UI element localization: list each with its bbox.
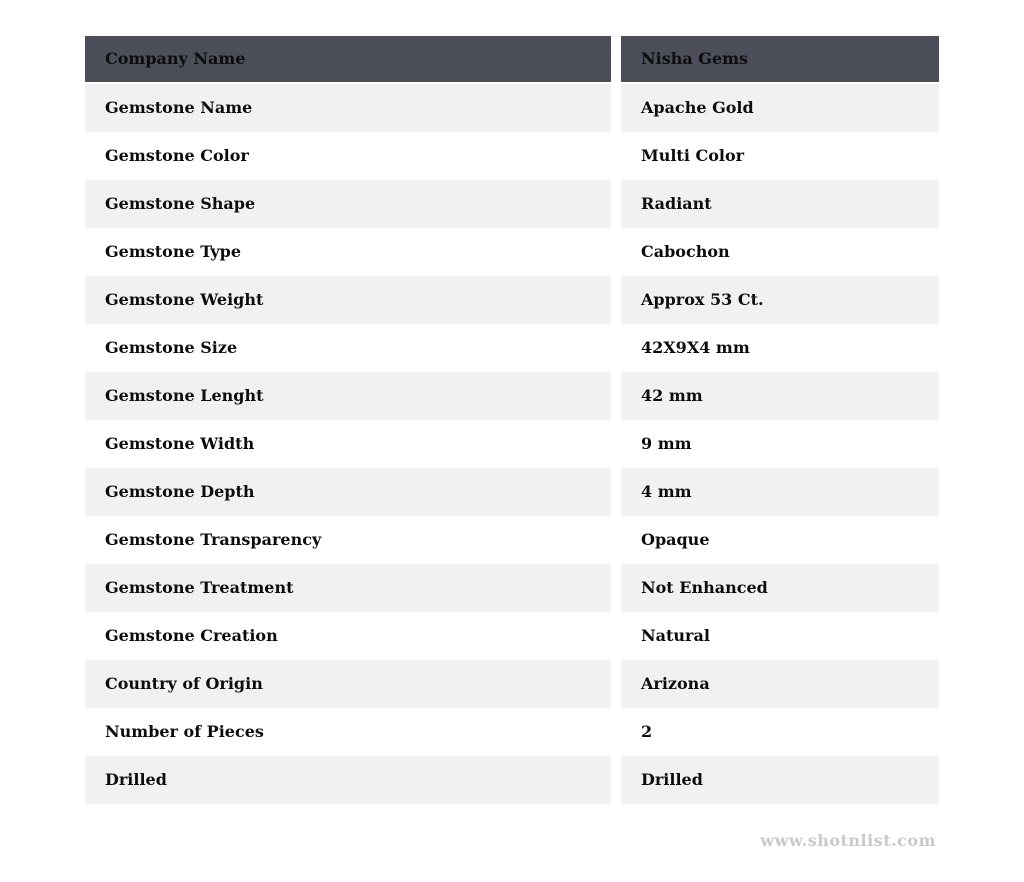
row-value-cell: Radiant	[621, 180, 939, 228]
row-label-cell: Gemstone Transparency	[85, 516, 611, 564]
table-row	[85, 84, 939, 132]
table-row	[85, 708, 939, 756]
row-label-cell: Drilled	[85, 756, 611, 804]
row-value-cell: 42 mm	[621, 372, 939, 420]
row-value-cell: Apache Gold	[621, 84, 939, 132]
row-value-cell: Multi Color	[621, 132, 939, 180]
table-row	[85, 660, 939, 708]
row-value-cell: Natural	[621, 612, 939, 660]
table-row	[85, 324, 939, 372]
row-label-cell: Gemstone Depth	[85, 468, 611, 516]
watermark-url: www.shotnlist.com	[760, 831, 936, 850]
row-label-cell: Gemstone Width	[85, 420, 611, 468]
row-value-cell: 9 mm	[621, 420, 939, 468]
table-row	[85, 564, 939, 612]
row-value-cell: 4 mm	[621, 468, 939, 516]
table-row	[85, 372, 939, 420]
table-row	[85, 228, 939, 276]
row-value-cell: Opaque	[621, 516, 939, 564]
row-value-cell: 2	[621, 708, 939, 756]
row-label-cell: Gemstone Weight	[85, 276, 611, 324]
table-row	[85, 420, 939, 468]
table-row	[85, 468, 939, 516]
row-label-cell: Gemstone Type	[85, 228, 611, 276]
row-value-cell: Cabochon	[621, 228, 939, 276]
row-label-cell: Gemstone Name	[85, 84, 611, 132]
row-value-cell: Not Enhanced	[621, 564, 939, 612]
row-label-cell: Gemstone Creation	[85, 612, 611, 660]
row-value-cell: Drilled	[621, 756, 939, 804]
header-label-cell: Company Name	[85, 36, 611, 82]
table-header-row	[85, 36, 939, 82]
table-row	[85, 180, 939, 228]
gemstone-spec-table	[85, 36, 939, 804]
table-row	[85, 516, 939, 564]
row-label-cell: Gemstone Color	[85, 132, 611, 180]
row-label-cell: Gemstone Shape	[85, 180, 611, 228]
row-value-cell: Approx 53 Ct.	[621, 276, 939, 324]
row-label-cell: Gemstone Size	[85, 324, 611, 372]
header-value-cell: Nisha Gems	[621, 36, 939, 82]
table-row	[85, 756, 939, 804]
row-label-cell: Number of Pieces	[85, 708, 611, 756]
table-row	[85, 132, 939, 180]
table-row	[85, 276, 939, 324]
row-label-cell: Country of Origin	[85, 660, 611, 708]
row-label-cell: Gemstone Treatment	[85, 564, 611, 612]
row-label-cell: Gemstone Lenght	[85, 372, 611, 420]
row-value-cell: Arizona	[621, 660, 939, 708]
table-row	[85, 612, 939, 660]
row-value-cell: 42X9X4 mm	[621, 324, 939, 372]
